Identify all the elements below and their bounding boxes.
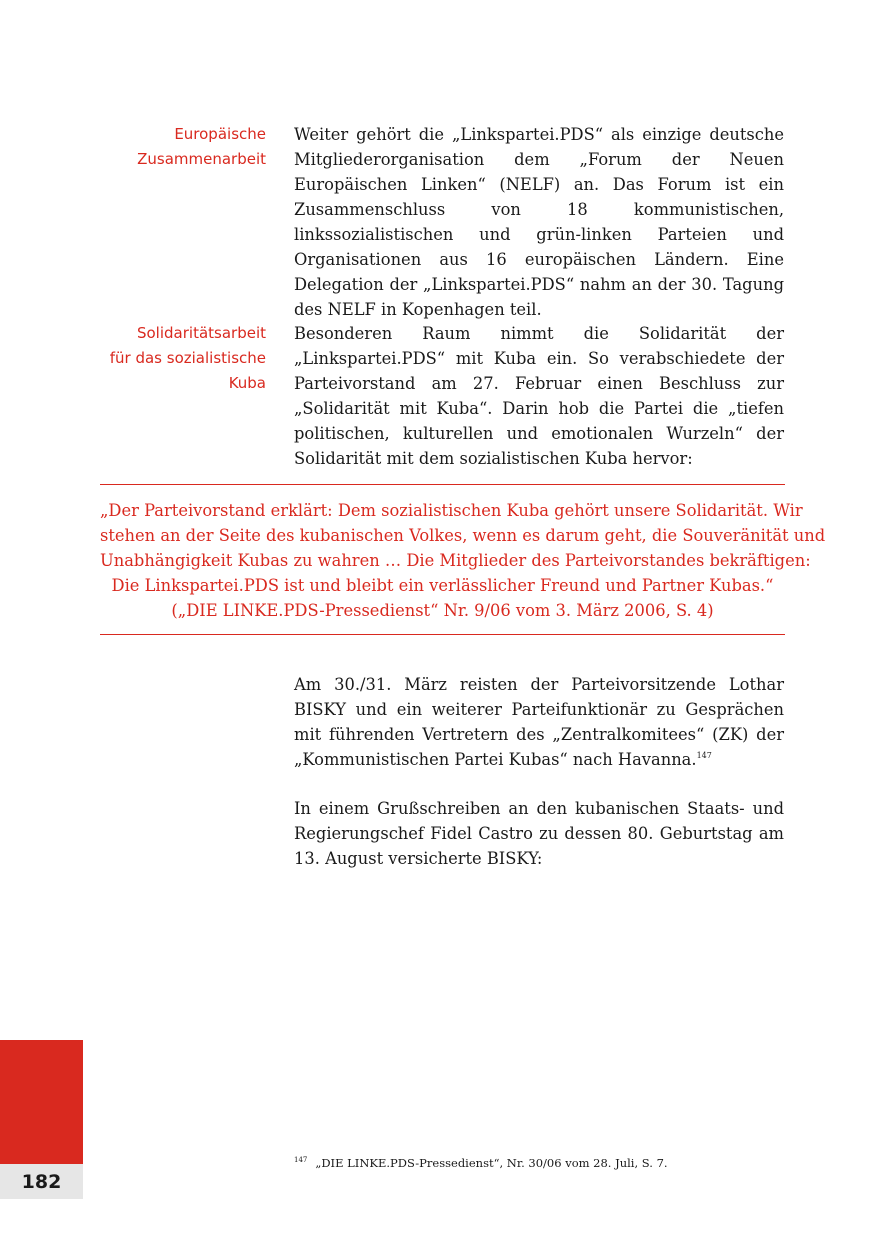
quote-line: Unabhängigkeit Kubas zu wahren … Die Mitglieder des Parteivorstandes bekräftigen: <box>100 551 811 570</box>
footnote-number: 147 <box>294 1156 308 1164</box>
paragraph-birthday-greeting: In einem Grußschreiben an den kubanischen Staats- und Regierungschef Fidel Castro zu dessen 80. Geburtstag am 13. August versicherte BISKY: <box>294 799 784 868</box>
margin-heading-european-cooperation <box>90 122 266 172</box>
margin-heading-line: Solidaritätsarbeit <box>136 324 266 342</box>
quote-block <box>100 484 826 635</box>
margin-heading-line: Europäische <box>174 125 266 143</box>
margin-heading-cuba-solidarity <box>90 321 266 396</box>
margin-heading-line: für das sozialistische <box>109 349 266 367</box>
paragraph-cuba-solidarity: Besonderen Raum nimmt die Solidarität der „Linkspartei.PDS“ mit Kuba ein. So verabschiedete der Parteivorstand am 27. Februar einen Beschluss zur „Solidarität mit Kuba“. Darin hob die Partei die „tiefen politischen, kulturellen und emotionalen Wurzeln“ der Solidarität mit dem sozialistischen Kuba hervor: <box>294 324 784 468</box>
quote-line: „Der Parteivorstand erklärt: Dem sozialistischen Kuba gehört unsere Solidarität. Wir <box>100 501 803 520</box>
footnote <box>294 1152 784 1171</box>
page-accent-bar <box>0 1040 83 1164</box>
page-number: 182 <box>21 1171 62 1193</box>
quote-line: Die Linkspartei.PDS ist und bleibt ein verlässlicher Freund und Partner Kubas.“ <box>111 576 774 595</box>
margin-heading-line: Zusammenarbeit <box>137 150 266 168</box>
footnote-reference[interactable]: 147 <box>696 751 712 760</box>
quote-line: stehen an der Seite des kubanischen Volkes, wenn es darum geht, die Souveränität und <box>100 526 826 545</box>
quote-text <box>100 498 826 623</box>
paragraph-european-cooperation: Weiter gehört die „Linkspartei.PDS“ als einzige deutsche Mitgliederorganisation dem „Forum der Neuen Europäischen Linken“ (NELF) an. Das Forum ist ein Zusammenschluss von 18 kommunistischen, linkssozialistischen und grün-linken Parteien und Organisationen aus 16 europäischen Ländern. Eine Delegation der „Linkspartei.PDS“ nahm an der 30. Tagung des NELF in Kopenhagen teil. <box>294 125 784 319</box>
page-number-box <box>0 1164 83 1199</box>
margin-heading-line: Kuba <box>228 374 266 392</box>
paragraph-text: Am 30./31. März reisten der Parteivorsitzende Lothar BISKY und ein weiterer Parteifunktionär zu Gesprächen mit führenden Vertretern des „Zentralkomitees“ (ZK) der „Kommunistischen Partei Kubas“ nach Havanna. <box>294 675 784 769</box>
footnote-text: „DIE LINKE.PDS-Pressedienst“, Nr. 30/06 vom 28. Juli, S. 7. <box>315 1156 668 1170</box>
quote-source: („DIE LINKE.PDS-Pressedienst“ Nr. 9/06 vom 3. März 2006, S. 4) <box>171 601 714 620</box>
paragraph-havana-visit <box>294 672 784 772</box>
